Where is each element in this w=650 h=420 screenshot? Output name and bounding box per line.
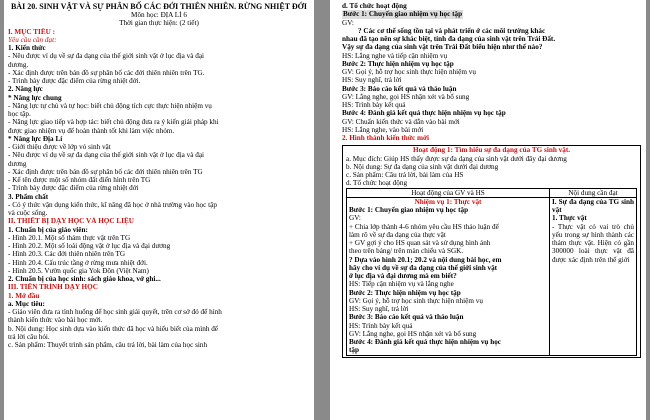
- text-line: - Trình bày được đặc điểm của rừng nhiệt đới: [8, 184, 139, 193]
- text-line: HS: Trình bày kết quả: [342, 101, 406, 109]
- table-header-content: Nội dung cần đạt: [550, 188, 637, 197]
- text-line: - Năng lực giao tiếp và hợp tác: biết chủ động đưa ra ý kiến giải pháp khi: [8, 118, 219, 127]
- text-line: - Giáo viên đưa ra tình huống để học sinh giải quyết, trên cơ sở đó để hình: [8, 308, 222, 316]
- text-line: dương.: [8, 60, 29, 69]
- text-line: Bước 4: Đánh giá kết quả thực hiện nhiệm vụ học tập: [342, 109, 506, 118]
- text-line: trả lời câu hỏi.: [8, 332, 50, 341]
- text-line: 3. Phẩm chất: [8, 192, 49, 201]
- text-line: b. Nội dung: Sự đa dạng của sinh vật dưới đại dương: [346, 162, 499, 171]
- text-line: Bước 3: Báo cáo kết quả và thảo luận: [349, 313, 464, 322]
- text-line: tập: [349, 346, 359, 355]
- text-line: GV: Gọi ý, hỗ trợ học sinh thực hiện nhiệm vụ: [349, 296, 483, 305]
- text-line: ? Dựa vào hình 20.1; 20.2 và nội dung bài học, em: [349, 255, 502, 264]
- left-content: [8, 28, 310, 350]
- text-line: 2. Năng lực: [8, 85, 43, 94]
- text-line: GV:: [349, 214, 361, 223]
- text-line: làm rõ về sự đa dạng của thực vật: [349, 230, 446, 239]
- text-line: 1. Mở đầu: [8, 291, 40, 300]
- text-line: và cuộc sống.: [8, 209, 48, 217]
- lesson-title: BÀI 20. SINH VẬT VÀ SỰ PHÂN BỐ CÁC ĐỚI THIÊN NHIÊN. RỪNG NHIỆT ĐỚI: [10, 2, 308, 11]
- text-line: + Chia lớp thành 4-6 nhóm yêu cầu HS thảo luận để: [349, 222, 499, 231]
- text-line: - Kể tên được một số nhóm đất điển hình trên TG: [8, 176, 151, 184]
- text-line: a. Mục đích: Giúp HS thấy được sự đa dạng của sinh vật dưới đây đại dương: [346, 154, 567, 163]
- text-line: HS: Suy nghĩ, trả lời: [349, 305, 409, 313]
- text-line: Bước 4: Đánh giá kết quả thực hiện nhiệm vụ học: [349, 338, 501, 346]
- text-line: 1. Chuẩn bị của giáo viên:: [8, 225, 88, 234]
- text-line: HS: Lắng nghe và tiếp cận nhiệm vụ: [342, 51, 448, 60]
- table-cell-content: [550, 197, 637, 355]
- text-line: Bước 1: Chuyển giao nhiệm vụ học tập: [343, 10, 463, 19]
- text-line: GV: Gọi ý, hỗ trợ học sinh thực hiện nhiệm vụ: [342, 68, 476, 76]
- text-line: ? Các cơ thể sống tồn tại và phát triển ở các môi trường khác: [358, 26, 546, 35]
- text-line: c. Sản phẩm: Câu trả lời, bài làm của HS: [346, 171, 464, 179]
- text-line: d. Tổ chức hoạt động: [346, 179, 408, 188]
- text-line: ở lục địa và đại dương mà em biết?: [349, 272, 457, 280]
- text-line: - Hình 20.2. Một số loài động vật ở lục địa và đại dương: [8, 242, 171, 250]
- text-line: GV: Lắng nghe, gọi HS nhận xét và bổ sung: [349, 329, 477, 338]
- activity-1-box: [342, 145, 641, 357]
- text-line: 1. Kiến thức: [8, 44, 46, 52]
- text-line: - Nêu được ví dụ về sự đa dạng của thế giới sinh vật ở lục địa và đại: [8, 52, 205, 61]
- text-line: d. Tổ chức hoạt động: [342, 2, 407, 10]
- text-line: HS: Suy nghĩ, trả lời: [342, 76, 402, 85]
- right-page: [330, 0, 646, 420]
- table-header-teacher-student: Hoạt động của GV và HS: [347, 188, 550, 197]
- text-line: Nhiệm vụ 1: Thực vật: [414, 197, 482, 206]
- text-line: - Năng lực tự chủ và tự học: biết chủ động tích cực thực hiện nhiệm vụ: [8, 101, 212, 110]
- text-line: Bước 1: Chuyển giao nhiệm vụ học tập: [349, 206, 469, 214]
- text-line: Bước 2: Thực hiện nhiệm vụ học tập: [349, 288, 461, 297]
- text-line: Bước 2: Thực hiện nhiệm vụ học tập: [342, 59, 454, 68]
- content-subheading: 1. Thực vật: [552, 214, 587, 223]
- activity-table: [346, 188, 637, 356]
- time-line: Thời gian thực hiện: (2 tiết): [119, 19, 199, 28]
- text-line: được giao nhiệm vụ để hoàn thành tốt khi làm việc nhóm.: [8, 126, 175, 135]
- text-line: - Nêu được ví dụ về sự đa dạng của thế giới sinh vật ở lục địa và đại: [8, 151, 205, 160]
- text-line: GV: Lắng nghe, gọi HS nhận xét và bổ sung: [342, 92, 470, 101]
- activity-1-title: Hoạt động 1: Tìm hiểu sự đa dạng của TG sinh vật.: [412, 146, 571, 155]
- text-line: a. Mục tiêu:: [8, 299, 45, 308]
- text-line: HS: Trình bày kết quả: [349, 321, 413, 330]
- right-intro-content: [342, 2, 641, 142]
- text-line: * Năng lực Địa Lí: [8, 134, 63, 143]
- text-line: Yêu cầu cần đạt:: [8, 35, 57, 44]
- text-line: nhau đã tạo nên sự khác biệt, tính đa dạng của sinh vật trên Trái Đất.: [342, 35, 556, 43]
- text-line: 2. Hình thành kiến thức mới: [342, 134, 429, 142]
- text-line: GV: Chuẩn kiến thức và dẫn vào bài mới: [342, 117, 460, 126]
- content-body: - Thực vật có vai trò chủ yếu trong sự hình thành các thảm thực vật. Hiện có gần 300000 loài thực vật đã được xác định trên thế giới: [552, 222, 634, 264]
- left-page: [4, 0, 314, 420]
- text-line: - Giới thiệu được về lớp vỏ sinh vật: [8, 143, 111, 151]
- text-line: - Xác định được trên bản đồ sự phân bố các đới thiên nhiên trên TG.: [8, 68, 205, 77]
- text-line: c. Sản phẩm: Thuyết trình sản phẩm, câu trả lời, bài làm của học sinh: [8, 341, 208, 349]
- text-line: - Trình bày được đặc điểm của rừng nhiệt đới.: [8, 77, 141, 85]
- text-line: + GV gợi ý cho HS quan sát và sử dụng hình ảnh: [349, 239, 491, 247]
- text-line: - Xác định được trên bản đồ sự phân bố các đới thiên nhiên trên TG: [8, 167, 203, 176]
- text-line: hãy cho ví dụ về sự đa dạng của thế giới sinh vật: [349, 263, 498, 272]
- text-line: HS: Tiếp cận nhiệm vụ và lắng nghe: [349, 280, 454, 289]
- text-line: HS: Lắng nghe, vào bài mới: [342, 125, 424, 134]
- text-line: - Hình 20.3. Các đới thiên nhiên trên TG: [8, 250, 126, 259]
- text-line: b. Nội dung: Học sinh dựa vào kiến thức đã học và hiểu biết của mình để: [8, 324, 218, 333]
- text-line: III. TIẾN TRÌNH DẠY HỌC: [8, 283, 98, 292]
- text-line: theo trên bảng/ trên màn chiếu và SGK.: [349, 247, 464, 256]
- table-cell-activities: [347, 197, 550, 355]
- text-line: II. THIẾT BỊ DẠY HỌC VÀ HỌC LIỆU: [8, 217, 134, 226]
- text-line: học tập.: [8, 110, 31, 118]
- table-row: [347, 197, 637, 355]
- text-line: I. MỤC TIÊU :: [8, 27, 55, 36]
- text-line: Vậy sự đa dạng của sinh vật trên Trái Đất biểu hiện như thế nào?: [342, 43, 543, 52]
- text-line: thành kiến thức vào bài học mới.: [8, 316, 103, 325]
- text-line: - Hình 20.1. Một số thảm thực vật trên TG: [8, 233, 131, 242]
- text-line: * Năng lực chung: [8, 93, 62, 102]
- text-line: GV:: [342, 18, 354, 27]
- text-line: - Hình 20.4. Cấu trúc tầng ở rừng mưa nhiệt đới.: [8, 258, 148, 267]
- activity-1-meta: [346, 155, 637, 188]
- text-line: - Có ý thức vận dụng kiến thức, kĩ năng đã học ở nhà trường vào học tập: [8, 200, 217, 209]
- text-line: dương: [8, 159, 27, 168]
- text-line: 2. Chuẩn bị của học sinh: sách giáo khoa, vở ghi...: [8, 275, 161, 283]
- text-line: - Hình 20.5. Vườn quốc gia Yok Đôn (Việt Nam): [8, 266, 149, 275]
- content-heading: I. Sự đa dạng của TG sinh vật: [552, 197, 634, 214]
- table-header-row: [347, 188, 637, 197]
- text-line: Bước 3: Báo cáo kết quả và thảo luận: [342, 84, 457, 93]
- subject-line: Môn học: ĐỊA LÍ 6: [131, 11, 187, 19]
